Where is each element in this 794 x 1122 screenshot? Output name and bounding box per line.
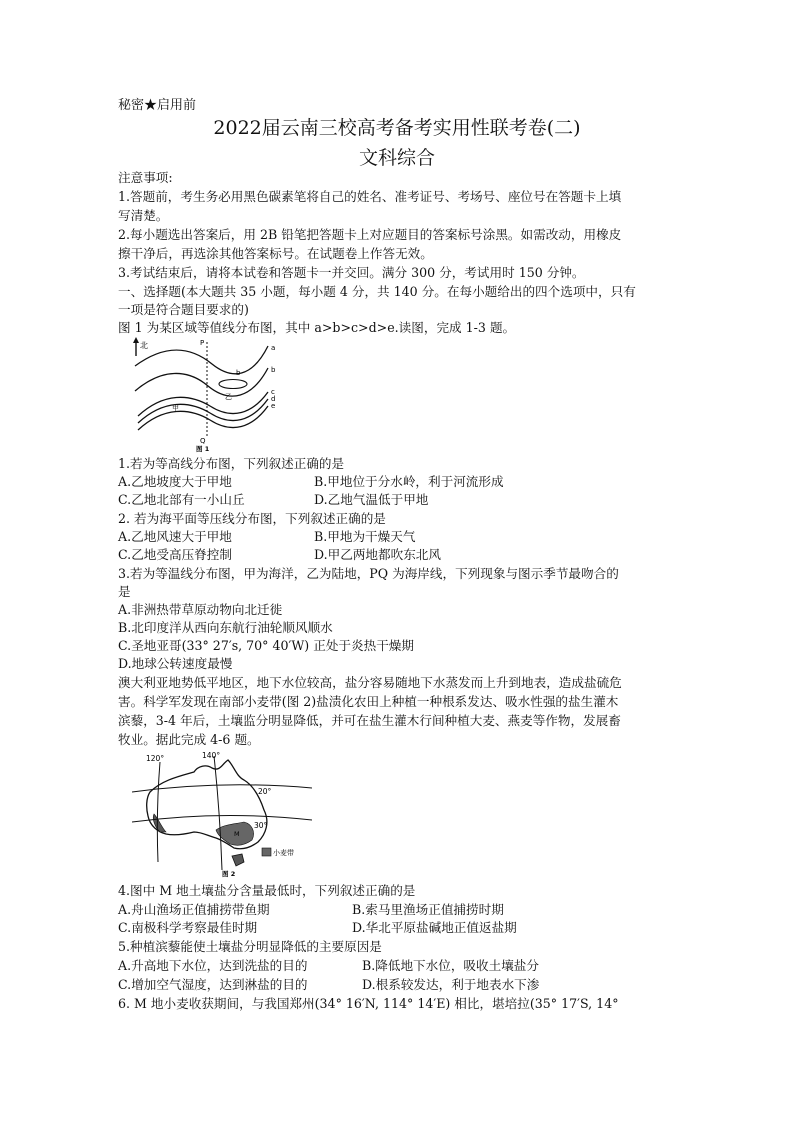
q3-option-c: C.圣地亚哥(33° 27′s, 70° 40′W) 正处于炎热干燥期 <box>118 638 414 653</box>
exam-title: 2022届云南三校高考备考实用性联考卷(二) <box>213 117 581 139</box>
longitude-140-label: 140° <box>202 752 221 760</box>
q5-option-b: B.降低地下水位，吸收土壤盐分 <box>362 958 539 973</box>
question-5-stem: 5.种植滨藜能使土壤盐分明显降低的主要原因是 <box>118 939 382 954</box>
isoline-b-label: b <box>271 366 276 374</box>
latitude-20-label: 20° <box>258 787 272 796</box>
note-line: 2.每小题选出答案后，用 2B 铅笔把答题卡上对应题目的答案标号涂黑。如需改动，用橡皮 <box>118 227 622 242</box>
figure-1-isoline-map <box>130 336 290 454</box>
legend-swatch <box>262 848 271 856</box>
point-p-label: P <box>200 339 205 347</box>
place-yi-label: 乙 <box>225 393 232 401</box>
passage-line: 澳大利亚地势低平地区，地下水位较高，盐分容易随地下水蒸发而上升到地表，造成盐硫危 <box>118 675 622 690</box>
isoline-e-label: e <box>271 402 276 410</box>
note-line: 擦干净后，再选涂其他答案标号。在试题卷上作答无效。 <box>118 246 433 261</box>
question-3-stem: 3.若为等温线分布图，甲为海洋，乙为陆地，PQ 为海岸线，下列现象与图示季节最吻合的 <box>118 566 619 581</box>
question-6-stem: 6. M 地小麦收获期间，与我国郑州(34° 16′N, 114° 14′E) 相比，堪培拉(35° 17′S, 14° <box>118 996 619 1011</box>
isoline-a <box>135 346 268 374</box>
notes-heading: 注意事项: <box>118 170 173 185</box>
latitude-30-label: 30° <box>254 821 268 830</box>
longitude-120-label: 120° <box>146 754 165 763</box>
q4-option-a: A.舟山渔场正值捕捞带鱼期 <box>118 902 270 917</box>
point-q-label: Q <box>200 437 206 445</box>
note-line: 写清楚。 <box>118 208 169 223</box>
question-2-stem: 2. 若为海平面等压线分布图，下列叙述正确的是 <box>118 511 386 526</box>
north-arrow-head <box>133 337 139 343</box>
inner-label-b: b <box>236 369 241 377</box>
passage-line: 滨藜，3-4 年后，土壤监分明显降低，并可在盐生灌木行间种植大麦、燕麦等作物，发展畜 <box>118 713 621 728</box>
figure-2-caption: 图 2 <box>222 870 236 878</box>
isoline-c <box>138 392 268 416</box>
q1-option-d: D.乙地气温低于甲地 <box>314 492 429 507</box>
legend-label: 小麦带 <box>273 849 294 857</box>
exam-subtitle: 文科综合 <box>358 147 435 169</box>
q5-option-a: A.升高地下水位，达到洗盐的目的 <box>118 958 308 973</box>
question-4-stem: 4.图中 M 地土壤盐分含量最低时，下列叙述正确的是 <box>118 883 416 898</box>
figure-1-intro: 图 1 为某区域等值线分布图，其中 a>b>c>d>e.读图，完成 1-3 题。 <box>118 320 516 335</box>
figure-1-caption: 图 1 <box>196 445 210 453</box>
note-line: 1.答题前，考生务必用黑色碳素笔将自己的姓名、准考证号、考场号、座位号在答题卡上填 <box>118 189 622 204</box>
q2-option-b: B.甲地为干燥天气 <box>314 529 416 544</box>
section-heading: 一项是符合题目要求的) <box>118 302 249 317</box>
place-m-label: M <box>234 830 240 838</box>
q2-option-a: A.乙地风速大于甲地 <box>118 529 232 544</box>
isoline-a-label: a <box>271 344 276 352</box>
q5-option-c: C.增加空气湿度，达到淋盐的目的 <box>118 977 308 992</box>
q2-option-c: C.乙地受高压脊控制 <box>118 547 232 562</box>
passage-line: 害。科学军发现在南部小麦带(图 2)盐渍化农田上种植一种根系发达、吸水性强的盐生灌木 <box>118 694 619 709</box>
q3-option-b: B.北印度洋从西向东航行油轮顺风顺水 <box>118 620 333 635</box>
question-3-stem: 是 <box>118 584 131 599</box>
section-heading: 一、选择题(本大题共 35 小题，每小题 4 分，共 140 分。在每小题给出的四个选项中，只有 <box>118 284 636 299</box>
q1-option-b: B.甲地位于分水岭，利于河流形成 <box>314 474 504 489</box>
question-1-stem: 1.若为等高线分布图，下列叙述正确的是 <box>118 456 345 471</box>
place-jia-label: 甲 <box>172 404 179 412</box>
isoline-d-label: d <box>271 395 276 403</box>
isoline-c-label: c <box>271 388 275 396</box>
q3-option-a: A.非洲热带草原动物向北迁徙 <box>118 602 283 617</box>
q5-option-d: D.根系较发达，利于地表水下渗 <box>362 977 540 992</box>
north-label: 北 <box>140 341 148 350</box>
tasmania-outline <box>232 854 244 866</box>
q2-option-d: D.甲乙两地都吹东北风 <box>314 547 441 562</box>
q1-option-c: C.乙地北部有一小山丘 <box>118 492 245 507</box>
confidential-label: 秘密★启用前 <box>118 98 197 113</box>
figure-2-australia-map <box>132 752 312 880</box>
passage-line: 牧业。据此完成 4-6 题。 <box>118 732 260 747</box>
closed-isoline <box>219 380 247 389</box>
note-line: 3.考试结束后，请将本试卷和答题卡一并交回。满分 300 分，考试用时 150 分钟。 <box>118 265 585 280</box>
q1-option-a: A.乙地坡度大于甲地 <box>118 474 232 489</box>
q4-option-b: B.索马里渔场正值捕捞时期 <box>352 902 504 917</box>
q4-option-c: C.南极科学考察最佳时期 <box>118 920 258 935</box>
q3-option-d: D.地球公转速度最慢 <box>118 656 233 671</box>
isoline-b <box>135 368 268 396</box>
q4-option-d: D.华北平原盐碱地正值返盐期 <box>352 920 517 935</box>
